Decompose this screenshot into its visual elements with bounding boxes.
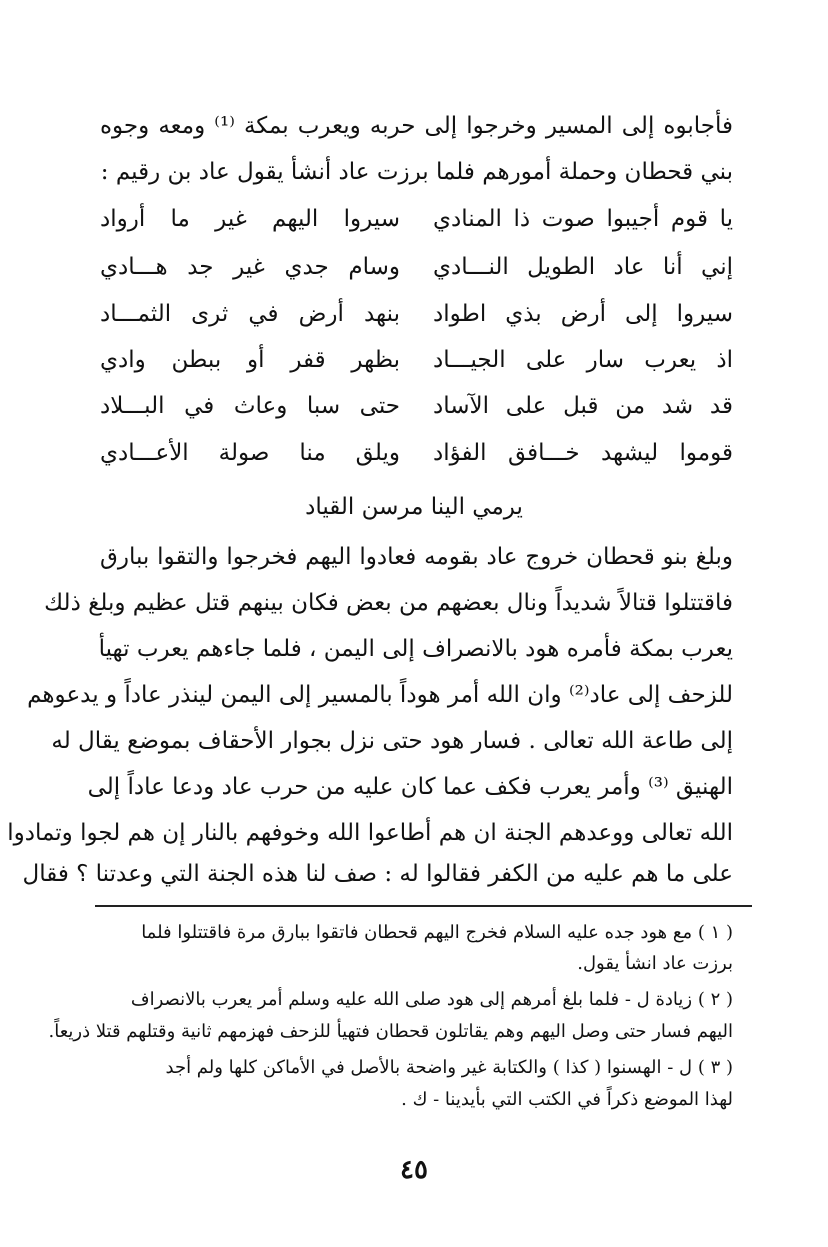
- paragraph2-line: إلى طاعة الله تعالى . فسار هود حتى نزل بجوار الأحقاف بموضع يقال له: [51, 728, 733, 754]
- footnote-line: لهذا الموضع ذكراً في الكتب التي بأيدينا - ك .: [401, 1089, 733, 1110]
- footnote-divider: [95, 905, 752, 907]
- verse-first-hemistich: اذ يعرب سار على الجيـــاد: [433, 347, 733, 373]
- verse-second-hemistich: حتى سبا وعاث في البـــلاد: [100, 393, 400, 419]
- footnote-line: ( ١ ) مع هود جده عليه السلام فخرج اليهم قحطان فاتقوا ببارق مرة فاقتتلوا فلما: [141, 922, 733, 943]
- verse-first-hemistich: إني أنا عاد الطويل النـــادي: [433, 254, 733, 280]
- verse-second-hemistich: وسام جدي غير جد هـــادي: [100, 254, 400, 280]
- paragraph2-line: على ما هم عليه من الكفر فقالوا له : صف لنا هذه الجنة التي وعدتنا ؟ فقال: [22, 861, 733, 887]
- paragraph2-line: يعرب بمكة فأمره هود بالانصراف إلى اليمن ، فلما جاءهم يعرب تهيأ: [98, 636, 733, 662]
- paragraph2-line: للزحف إلى عاد⁽²⁾ وان الله أمر هوداً بالمسير إلى اليمن لينذر عاداً و يدعوهم: [27, 682, 733, 708]
- poem-verse: [100, 197, 733, 241]
- poem-verse: [100, 384, 733, 428]
- paragraph1-line: بني قحطان وحملة أمورهم فلما برزت عاد أنشأ يقول عاد بن رقيم :: [100, 159, 733, 185]
- footnote-line: برزت عاد انشأ يقول.: [577, 953, 733, 974]
- poem-verse: [100, 292, 733, 336]
- page-number: ٤٥: [400, 1155, 428, 1185]
- verse-second-hemistich: ويلق منا صولة الأعـــادي: [100, 440, 400, 466]
- footnote-line: اليهم فسار حتى وصل اليهم وهم يقاتلون قحطان فتهيأ للزحف فهزمهم ثانية وقتلهم قتلا ذريعاً.: [48, 1021, 733, 1042]
- verse-second-hemistich: سيروا اليهم غير ما أرواد: [100, 206, 400, 232]
- paragraph1-line: فأجابوه إلى المسير وخرجوا إلى حربه ويعرب بمكة ⁽¹⁾ ومعه وجوه: [100, 113, 733, 139]
- verse-first-hemistich: سيروا إلى أرض بذي اطواد: [433, 301, 733, 327]
- verse-second-hemistich: بظهر قفر أو ببطن وادي: [100, 347, 400, 373]
- paragraph2-line: فاقتتلوا قتالاً شديداً ونال بعضهم من بعض فكان بينهم قتل عظيم وبلغ ذلك: [44, 590, 733, 616]
- footnote-line: ( ٢ ) زيادة ل - فلما بلغ أمرهم إلى هود صلى الله عليه وسلم أمر يعرب بالانصراف: [130, 989, 733, 1010]
- paragraph2-line: الهنيق ⁽³⁾ وأمر يعرب فكف عما كان عليه من حرب عاد ودعا عاداً إلى: [87, 774, 733, 800]
- verse-second-hemistich: بنهد أرض في ثرى الثمـــاد: [100, 301, 400, 327]
- poem-verse: [100, 431, 733, 475]
- poem-verse: [100, 338, 733, 382]
- verse-first-hemistich: قوموا ليشهد خـــافق الفؤاد: [433, 440, 733, 466]
- poem-closing-line: يرمي الينا مرسن القياد: [305, 494, 523, 520]
- verse-first-hemistich: قد شد من قبل على الآساد: [433, 393, 733, 419]
- footnote-line: ( ٣ ) ل - الهسنوا ( كذا ) والكتابة غير واضحة بالأصل في الأماكن كلها ولم أجد: [165, 1057, 733, 1078]
- verse-first-hemistich: يا قوم أجيبوا صوت ذا المنادي: [433, 206, 733, 232]
- paragraph2-line: الله تعالى ووعدهم الجنة ان هم أطاعوا الله وخوفهم بالنار إن هم لجوا وتمادوا: [7, 820, 733, 846]
- poem-verse: [100, 245, 733, 289]
- paragraph2-line: وبلغ بنو قحطان خروج عاد بقومه فعادوا اليهم فخرجوا والتقوا ببارق: [100, 544, 733, 570]
